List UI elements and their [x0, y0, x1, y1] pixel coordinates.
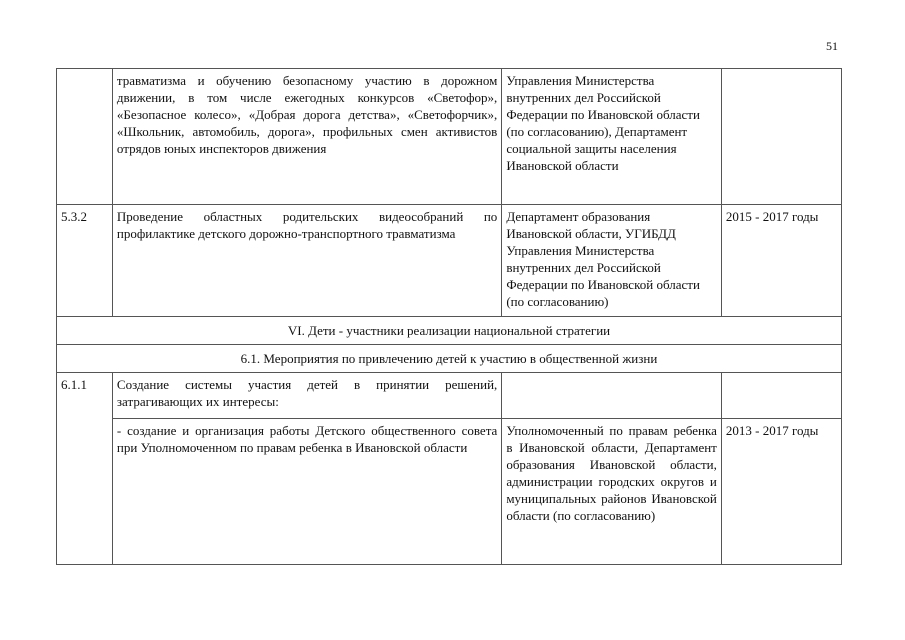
period-text: 2015 - 2017 годы [721, 205, 841, 317]
measure-text: Создание системы участия детей в принятии решений, затрагивающих их интересы: [112, 373, 501, 419]
measure-text: Проведение областных родительских видеособраний по профилактике детского дорожно-транспортного травматизма [112, 205, 501, 317]
table-row [57, 69, 842, 205]
executor-text: Уполномоченный по правам ребенка в Ивановской области, Департамент образования Ивановской области, администрации городских округов и муниципальных районов Ивановской области (по согласованию) [502, 419, 722, 565]
page-number: 51 [826, 39, 838, 53]
period-text [721, 69, 841, 205]
measure-text: - создание и организация работы Детского общественного совета при Уполномоченном по правам ребенка в Ивановской области [112, 419, 501, 565]
period-text [721, 373, 841, 419]
row-number: 5.3.2 [57, 205, 113, 317]
executor-text: Управления Министерства внутренних дел Российской Федерации по Ивановской области (по согласованию), Департамент социальной защиты населения Ивановской области [502, 69, 722, 205]
row-number: 6.1.1 [57, 373, 113, 565]
subsection-heading-row [57, 345, 842, 373]
table-row [57, 419, 842, 565]
period-text: 2013 - 2017 годы [721, 419, 841, 565]
table-row [57, 205, 842, 317]
executor-text: Департамент образования Ивановской области, УГИБДД Управления Министерства внутренних дел Российской Федерации по Ивановской области (по согласованию) [502, 205, 722, 317]
section-heading-row [57, 317, 842, 345]
section-heading: VI. Дети - участники реализации национальной стратегии [57, 317, 842, 345]
subsection-heading: 6.1. Мероприятия по привлечению детей к участию в общественной жизни [57, 345, 842, 373]
row-number [57, 69, 113, 205]
measures-table [56, 68, 842, 565]
executor-text [502, 373, 722, 419]
table-row [57, 373, 842, 419]
measure-text: травматизма и обучению безопасному участию в дорожном движении, в том числе ежегодных конкурсов «Светофор», «Безопасное колесо», «Добрая дорога детства», «Светофорчик», «Школьник, автомобиль, дорога», профильных смен активистов отрядов юных инспекторов движения [112, 69, 501, 205]
